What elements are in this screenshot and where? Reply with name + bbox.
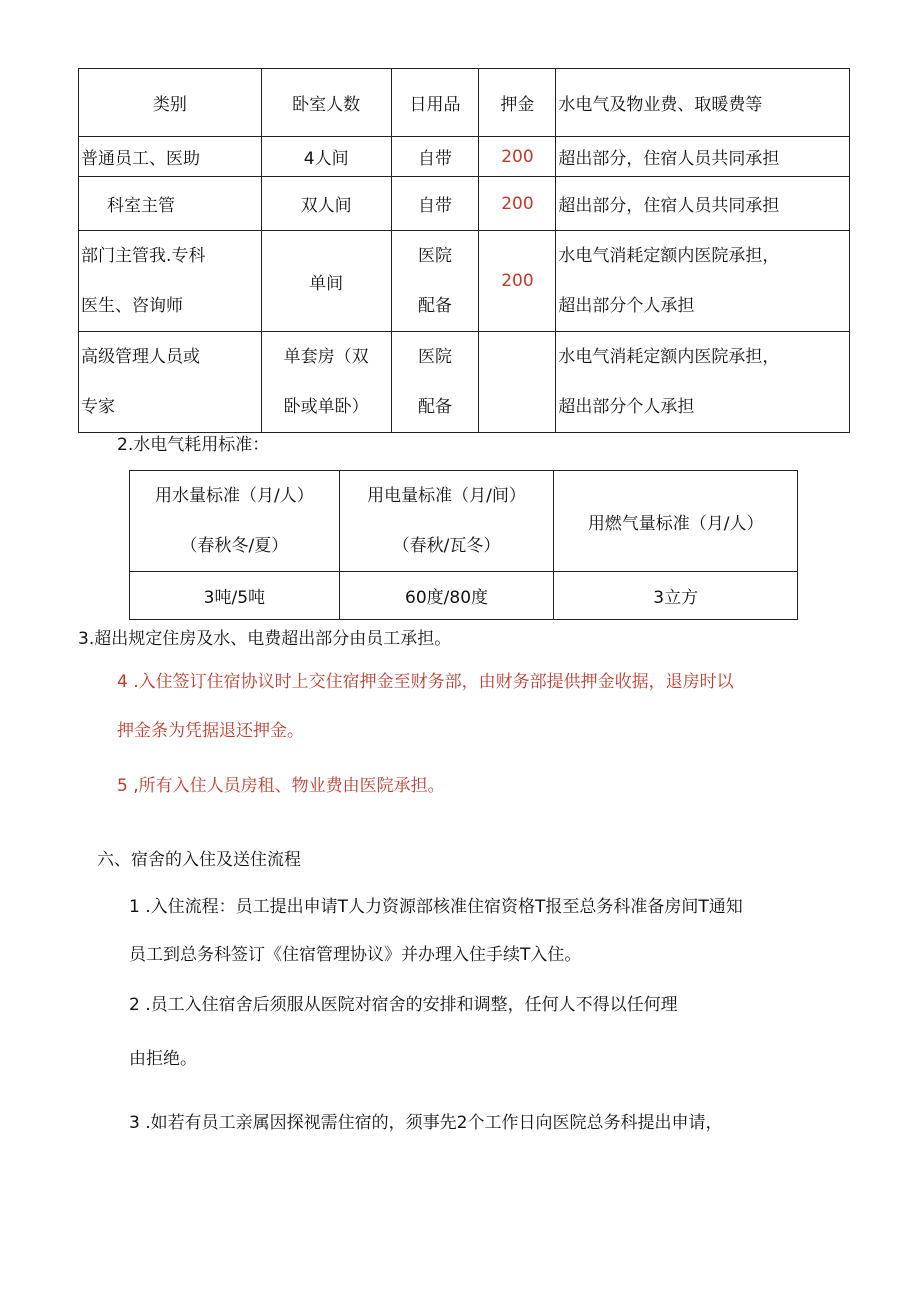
water-header-line: 用水量标准（月/人） [154, 486, 314, 506]
paragraph-4-line-1: 4 .入住签订住宿协议时上交住宿押金至财务部，由财务部提供押金收据，退房时以 [117, 672, 734, 692]
fees-line: 超出部分个人承担 [558, 296, 695, 316]
header-deposit: 押金 [479, 69, 556, 137]
cell-category [79, 332, 262, 433]
section-6-item-1-line-2: 员工到总务科签订《住宿管理协议》并办理入住手续T入住。 [129, 945, 582, 965]
cell-beds: 双人间 [261, 177, 391, 231]
header-category: 类别 [79, 69, 262, 137]
cell-deposit: 200 [479, 177, 556, 231]
cell-deposit [479, 332, 556, 433]
header-water [130, 471, 340, 572]
supplies-line: 配备 [418, 296, 453, 316]
fees-line: 超出部分个人承担 [558, 397, 695, 417]
cell-beds [261, 332, 391, 433]
electricity-header-line: （春秋/瓦冬） [392, 536, 501, 556]
cell-supplies: 自带 [391, 177, 479, 231]
cell-fees: 超出部分，住宿人员共同承担 [556, 137, 850, 177]
utility-standard-table [129, 470, 798, 620]
cell-category: 科室主管 [79, 177, 262, 231]
beds-line: 单套房（双 [283, 347, 369, 367]
supplies-line: 医院 [418, 347, 453, 367]
cell-supplies: 自带 [391, 137, 479, 177]
cell-supplies [391, 332, 479, 433]
cell-water: 3吨/5吨 [130, 572, 340, 620]
header-gas: 用燃气量标准（月/人） [554, 471, 798, 572]
cell-deposit: 200 [479, 137, 556, 177]
section-6-item-2-line-1: 2 .员工入住宿舍后须服从医院对宿舍的安排和调整，任何人不得以任何理 [129, 995, 678, 1015]
beds-line: 卧或单卧） [283, 397, 369, 417]
fees-line: 水电气消耗定额内医院承担， [558, 246, 780, 266]
cell-supplies [391, 231, 479, 332]
supplies-line: 医院 [418, 246, 453, 266]
header-electricity [339, 471, 554, 572]
cell-category: 普通员工、医助 [79, 137, 262, 177]
fees-line: 水电气消耗定额内医院承担， [558, 347, 780, 367]
paragraph-4-line-2: 押金条为凭据退还押金。 [117, 721, 304, 741]
header-supplies: 日用品 [391, 69, 479, 137]
supplies-line: 配备 [418, 397, 453, 417]
cell-beds: 单间 [261, 231, 391, 332]
table-row [79, 231, 850, 332]
cell-electricity: 60度/80度 [339, 572, 554, 620]
section-6-item-3-line-1: 3 .如若有员工亲属因探视需住宿的，须事先2个工作日向医院总务科提出申请， [129, 1113, 723, 1133]
table-row [79, 137, 850, 177]
section-2-title: 2.水电气耗用标准： [117, 435, 270, 455]
table-row [130, 572, 798, 620]
paragraph-3: 3.超出规定住房及水、电费超出部分由员工承担。 [78, 629, 452, 649]
table-row [79, 332, 850, 433]
cell-beds: 4人间 [261, 137, 391, 177]
cell-fees: 超出部分，住宿人员共同承担 [556, 177, 850, 231]
cell-fees [556, 332, 850, 433]
section-6-heading: 六、宿舍的入住及送住流程 [97, 850, 301, 870]
category-line: 部门主管我.专科 [81, 246, 206, 266]
category-line: 高级管理人员或 [81, 347, 200, 367]
cell-deposit: 200 [479, 231, 556, 332]
cell-category [79, 231, 262, 332]
accommodation-table [78, 68, 850, 433]
section-6-item-2-line-2: 由拒绝。 [129, 1049, 197, 1069]
cell-gas: 3立方 [554, 572, 798, 620]
paragraph-5: 5 ,所有入住人员房租、物业费由医院承担。 [117, 776, 445, 796]
section-6-item-1-line-1: 1 .入住流程：员工提出申请T人力资源部核准住宿资格T报至总务科准备房间T通知 [129, 897, 743, 917]
cell-fees [556, 231, 850, 332]
header-fees: 水电气及物业费、取暖费等 [556, 69, 850, 137]
category-line: 医生、咨询师 [81, 296, 183, 316]
category-line: 专家 [81, 397, 115, 417]
header-beds: 卧室人数 [261, 69, 391, 137]
water-header-line: （春秋冬/夏） [180, 536, 289, 556]
table-row [79, 177, 850, 231]
electricity-header-line: 用电量标准（月/间） [367, 486, 526, 506]
